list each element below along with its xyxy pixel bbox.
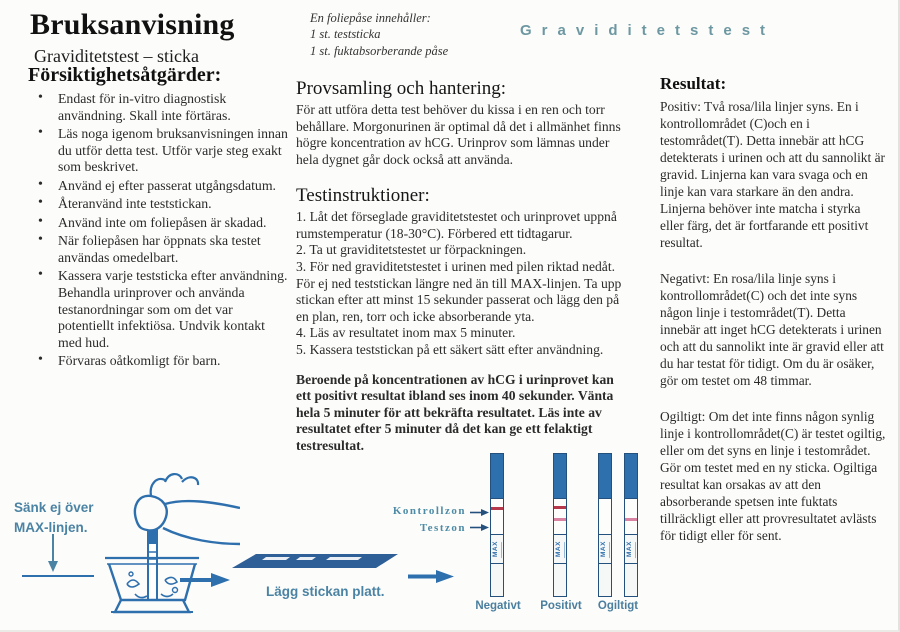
- max-label: MAX: [492, 541, 499, 557]
- max-line-warning-label: Sänk ej över MAX-linjen.: [14, 500, 94, 535]
- right-arrow-icon: [180, 572, 230, 588]
- instruction-step: 2. Ta ut graviditetstestet ur förpackningen.: [296, 242, 527, 258]
- max-zone: [599, 535, 611, 564]
- result-negative-text: Negativt: En rosa/lila linje syns i kontrollområdet(C) och det inte syns någon linje i testområdet(T). Detta innebär att inget hCG detekterats i urinen och att du sannolikt inte är gravid eller att du har testat för tidigt. Om du är osäker, gör om testet om 48 timmar.: [660, 271, 884, 389]
- precaution-item: [28, 215, 290, 232]
- instruction-step: 5. Kassera teststickan på ett säkert sätt efter användning.: [296, 341, 604, 357]
- test-zone-pointer-icon: [470, 523, 490, 532]
- test-line: [554, 518, 566, 521]
- precaution-text: Använd ej efter passerat utgångsdatum.: [58, 177, 276, 193]
- result-window: [599, 499, 611, 535]
- package-contents-note: [310, 10, 448, 59]
- zone-labels: [370, 503, 466, 536]
- results-section: [660, 74, 886, 563]
- instruction-step: 1. Låt det förseglade graviditetstestet och urinprovet uppnå rumstemperatur (18-30°C). Förbered ett tidtagarur.: [296, 209, 617, 241]
- max-zone: [625, 535, 637, 564]
- precaution-item: [28, 196, 290, 213]
- stick-handle: [625, 454, 637, 499]
- result-window: [491, 499, 503, 535]
- hand-dipping-stick-illustration: [85, 452, 240, 622]
- precaution-text: Återanvänd inte teststickan.: [58, 196, 212, 212]
- brand-wordmark: Graviditetstest: [520, 22, 776, 39]
- precaution-text: Kassera varje teststicka efter användning. Behandla urinprover och använda testanordningar som om det var potentiellt infektiösa. Undvik kontakt med hud.: [58, 268, 288, 350]
- stick-handle: [491, 454, 503, 499]
- max-label: MAX: [555, 541, 562, 557]
- package-note-line: 1 st. fuktabsorberande påse: [310, 43, 449, 58]
- sampling-and-instructions-section: [296, 78, 630, 454]
- control-zone-pointer-icon: [470, 508, 490, 517]
- max-label: MAX: [600, 541, 607, 557]
- precaution-text: Använd inte om foliepåsen är skadad.: [58, 214, 267, 230]
- precautions-list: [28, 91, 290, 370]
- control-line: [491, 507, 503, 510]
- results-heading: Resultat:: [660, 74, 727, 93]
- test-line: [625, 518, 637, 521]
- timing-warning: Beroende på koncentrationen av hCG i urinprovet kan ett positivt resultat ibland ses inom 40 sekunder. Vänta hela 5 minuter för att bekräfta resultatet. Läs inte av resultatet efter 5 minuter då det kan ge ett felaktigt testresultat.: [296, 371, 614, 453]
- precaution-item: [28, 178, 290, 195]
- bullet-icon: •: [38, 90, 43, 105]
- arrow-marking: [498, 540, 502, 559]
- stick-handle: [599, 454, 611, 499]
- result-positive-text: Positiv: Två rosa/lila linjer syns. En i kontrollområdet (C)och en i testområdet(T). Detta innebär att hCG detekterats i urinen och att du sannolikt är gravid. Linjerna kan vara svaga och en linje kan vara starkare än den andra. Linjerna behöver inte matcha i styrka eller färg, det är fortfarande ett positivt resultat.: [660, 99, 885, 251]
- flat-stick-illustration: [228, 548, 400, 574]
- bullet-icon: •: [38, 213, 43, 229]
- max-zone: [554, 535, 566, 564]
- stick-label-positive: Positivt: [540, 600, 582, 612]
- stick-handle: [554, 454, 566, 499]
- test-zone-label: Testzon: [419, 521, 466, 534]
- package-note-line: En foliepåse innehåller:: [310, 11, 431, 25]
- test-stick-invalid-testline-only: [624, 453, 638, 597]
- surface-line: [22, 575, 94, 577]
- arrow-marking: [561, 540, 565, 559]
- sampling-heading: Provsamling och hantering:: [296, 78, 507, 99]
- precaution-text: Förvaras oåtkomligt för barn.: [58, 353, 221, 369]
- result-invalid-text: Ogiltigt: Om det inte finns någon synlig linje i kontrollområdet(C) är testet ogiltig, eller om det syns en linje i testområdet. Gör om testet med en ny sticka. Ogiltiga resultat kan orsakas av att den absorberande spetsen inte fuktats tillräckligt eller att provresultatet avlästs för tidigt eller för sent.: [660, 409, 886, 544]
- instruction-step: 4. Läs av resultatet inom max 5 minuter.: [296, 325, 516, 341]
- precaution-item: [28, 126, 290, 176]
- control-zone-label: Kontrollzon: [392, 505, 466, 517]
- precaution-text: Läs noga igenom bruksanvisningen innan du utför detta test. Utför varje steg exakt som beskrivet.: [58, 126, 288, 175]
- page-subtitle: Graviditetstest – sticka: [34, 46, 199, 66]
- bullet-icon: •: [38, 195, 43, 211]
- precautions-section: [28, 64, 290, 372]
- test-stick-positive: [553, 453, 567, 597]
- precaution-item: [28, 91, 290, 124]
- precautions-heading: Försiktighetsåtgärder:: [28, 64, 222, 86]
- arrow-marking: [632, 540, 636, 559]
- stick-label-invalid: Ogiltigt: [597, 600, 639, 612]
- right-arrow-icon: [408, 569, 454, 584]
- arrow-marking: [606, 540, 610, 559]
- sampling-body: För att utföra detta test behöver du kissa i en ren och torr behållare. Morgonurinen är optimal då det i allmänhet finns högre koncentration av hCG. Urinprov som lämnas under hela dygnet går dock också att använda.: [296, 102, 621, 167]
- bullet-icon: •: [38, 176, 43, 192]
- precaution-text: Endast för in-vitro diagnostisk användning. Skall inte förtäras.: [58, 91, 231, 123]
- precaution-item: [28, 233, 290, 266]
- bullet-icon: •: [38, 352, 43, 368]
- bullet-icon: •: [38, 267, 43, 283]
- test-stick-invalid-blank: [598, 453, 612, 597]
- bullet-icon: •: [38, 125, 43, 141]
- result-window: [625, 499, 637, 535]
- max-label: MAX: [626, 541, 633, 557]
- instruction-step: 3. För ned graviditetstestet i urinen med pilen riktad nedåt. För ej ned teststickan längre ned än till MAX-linjen. Ta upp stickan efter att minst 15 sekunder passerat och lägg den på en plan, ren, torr och icke absorberande yta.: [296, 259, 622, 324]
- control-line: [554, 506, 566, 509]
- result-window: [554, 499, 566, 535]
- stick-label-negative: Negativt: [475, 600, 521, 612]
- lay-flat-label: Lägg stickan platt.: [266, 584, 385, 599]
- max-zone: [491, 535, 503, 564]
- precaution-item: [28, 268, 290, 351]
- page-title: Bruksanvisning: [30, 8, 235, 41]
- package-note-line: 1 st. teststicka: [310, 27, 381, 42]
- down-arrow-icon: [46, 534, 60, 572]
- instructions-heading: Testinstruktioner:: [296, 185, 430, 207]
- test-stick-negative: [490, 453, 504, 597]
- bullet-icon: •: [38, 232, 43, 248]
- precaution-text: När foliepåsen har öppnats ska testet användas omedelbart.: [58, 233, 261, 265]
- precaution-item: [28, 353, 290, 370]
